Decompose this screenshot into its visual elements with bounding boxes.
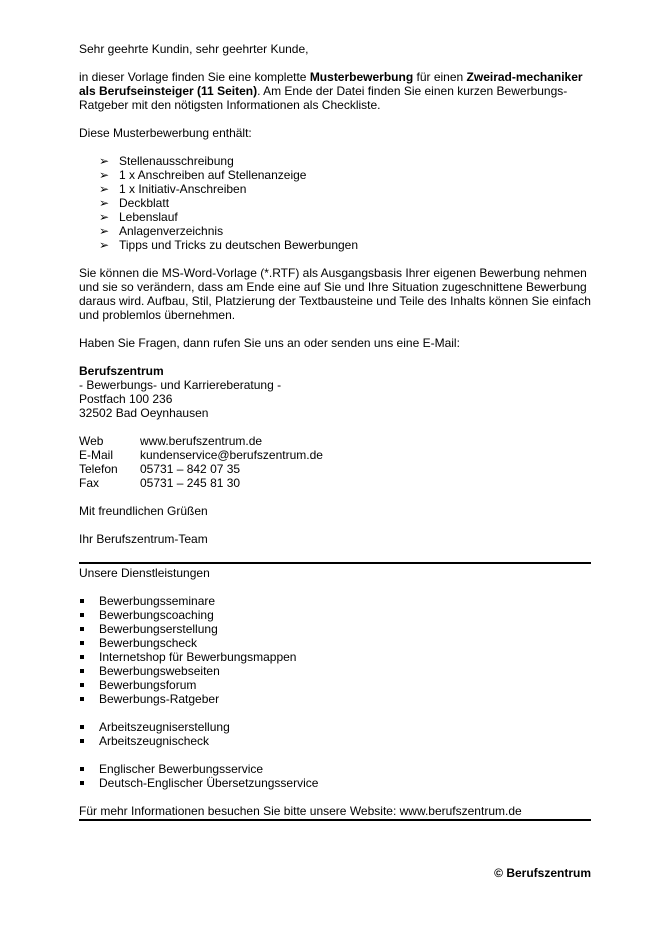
list-item bbox=[79, 678, 591, 692]
closing: Mit freundlichen Grüßen bbox=[79, 504, 208, 518]
contact-label: Telefon bbox=[79, 462, 118, 476]
arrow-bullet-icon: ➢ bbox=[99, 182, 110, 196]
list-item bbox=[79, 168, 591, 182]
contact-row-web bbox=[79, 434, 591, 448]
letter-body bbox=[79, 42, 591, 821]
list-item bbox=[79, 776, 591, 790]
list-item bbox=[79, 636, 591, 650]
contact-row-phone bbox=[79, 462, 591, 476]
arrow-bullet-icon: ➢ bbox=[99, 210, 110, 224]
intro-bold-1: Musterbewerbung bbox=[309, 70, 414, 84]
square-bullet-icon bbox=[80, 725, 84, 729]
list-item bbox=[79, 154, 591, 168]
square-bullet-icon bbox=[80, 739, 84, 743]
contact-label: E-Mail bbox=[79, 448, 114, 462]
arrow-bullet-icon: ➢ bbox=[99, 154, 110, 168]
services-list-main bbox=[79, 594, 591, 706]
services-list-certificates bbox=[79, 720, 591, 748]
company-city: 32502 Bad Oeynhausen bbox=[79, 406, 209, 420]
list-item bbox=[79, 196, 591, 210]
list-item bbox=[79, 664, 591, 678]
square-bullet-icon bbox=[80, 669, 84, 673]
list-item-label: Deutsch-Englischer Übersetzungsservice bbox=[99, 776, 319, 790]
list-item bbox=[79, 720, 591, 734]
list-item-label: Internetshop für Bewerbungsmappen bbox=[99, 650, 297, 664]
usage-paragraph: Sie können die MS-Word-Vorlage (*.RTF) als Ausgangsbasis Ihrer eigenen Bewerbung nehmen und sie so verändern, dass am Ende eine auf Sie und Ihre Situation zugeschnittene Bewerbung daraus wird. Aufbau, Stil, Platzierung der Textbausteine und Teile des Inhalts können Sie einfach und problemlos übernehmen. bbox=[79, 266, 591, 322]
signature: Ihr Berufszentrum-Team bbox=[79, 532, 208, 546]
contact-row-email bbox=[79, 448, 591, 462]
section-divider-top bbox=[79, 562, 591, 564]
company-tagline: - Bewerbungs- und Karriereberatung - bbox=[79, 378, 282, 392]
contents-list bbox=[79, 154, 591, 252]
list-item-label: Bewerbungsseminare bbox=[99, 594, 216, 608]
contents-heading: Diese Musterbewerbung enthält: bbox=[79, 126, 252, 140]
list-item bbox=[79, 182, 591, 196]
list-item bbox=[79, 734, 591, 748]
salutation: Sehr geehrte Kundin, sehr geehrter Kunde, bbox=[79, 42, 309, 56]
list-item-label: Bewerbungscheck bbox=[99, 636, 198, 650]
list-item-label: Tipps und Tricks zu deutschen Bewerbungen bbox=[119, 238, 359, 252]
website-link[interactable]: www.berufszentrum.de bbox=[140, 434, 263, 448]
intro-bold-2: Zweirad-mechaniker als Berufseinsteiger (11 Seiten) bbox=[79, 70, 583, 98]
list-item bbox=[79, 692, 591, 706]
list-item bbox=[79, 650, 591, 664]
fax-value: 05731 – 245 81 30 bbox=[140, 476, 241, 490]
phone-value: 05731 – 842 07 35 bbox=[140, 462, 241, 476]
square-bullet-icon bbox=[80, 627, 84, 631]
list-item-label: Arbeitszeugnischeck bbox=[99, 734, 210, 748]
arrow-bullet-icon: ➢ bbox=[99, 224, 110, 238]
list-item-label: Stellenausschreibung bbox=[119, 154, 234, 168]
arrow-bullet-icon: ➢ bbox=[99, 168, 110, 182]
list-item bbox=[79, 622, 591, 636]
square-bullet-icon bbox=[80, 655, 84, 659]
square-bullet-icon bbox=[80, 641, 84, 645]
intro-text-1: in dieser Vorlage finden Sie eine komplette bbox=[79, 70, 310, 84]
list-item-label: 1 x Anschreiben auf Stellenanzeige bbox=[119, 168, 307, 182]
list-item bbox=[79, 594, 591, 608]
list-item-label: Bewerbungsforum bbox=[99, 678, 197, 692]
arrow-bullet-icon: ➢ bbox=[99, 196, 110, 210]
questions-paragraph: Haben Sie Fragen, dann rufen Sie uns an oder senden uns eine E-Mail: bbox=[79, 336, 460, 350]
square-bullet-icon bbox=[80, 767, 84, 771]
list-item-label: Deckblatt bbox=[119, 196, 170, 210]
arrow-bullet-icon: ➢ bbox=[99, 238, 110, 252]
square-bullet-icon bbox=[80, 781, 84, 785]
contact-label: Web bbox=[79, 434, 104, 448]
email-link[interactable]: kundenservice@berufszentrum.de bbox=[140, 448, 323, 462]
contact-row-fax bbox=[79, 476, 591, 490]
list-item-label: 1 x Initiativ-Anschreiben bbox=[119, 182, 247, 196]
list-item bbox=[79, 238, 591, 252]
list-item bbox=[79, 608, 591, 622]
intro-text-2: für einen bbox=[413, 70, 467, 84]
intro-paragraph bbox=[79, 70, 591, 112]
list-item-label: Lebenslauf bbox=[119, 210, 178, 224]
list-item bbox=[79, 224, 591, 238]
square-bullet-icon bbox=[80, 599, 84, 603]
copyright-text: © Berufszentrum bbox=[494, 866, 591, 880]
company-postbox: Postfach 100 236 bbox=[79, 392, 173, 406]
list-item-label: Bewerbungswebseiten bbox=[99, 664, 220, 678]
company-address bbox=[79, 364, 591, 420]
services-list-english bbox=[79, 762, 591, 790]
list-item-label: Arbeitszeugniserstellung bbox=[99, 720, 230, 734]
contact-label: Fax bbox=[79, 476, 100, 490]
list-item-label: Englischer Bewerbungsservice bbox=[99, 762, 264, 776]
list-item-label: Anlagenverzeichnis bbox=[119, 224, 224, 238]
contact-table bbox=[79, 434, 591, 490]
list-item bbox=[79, 210, 591, 224]
company-name: Berufszentrum bbox=[79, 364, 164, 378]
services-footer-note: Für mehr Informationen besuchen Sie bitte unsere Website: www.berufszentrum.de bbox=[79, 804, 591, 821]
list-item-label: Bewerbungserstellung bbox=[99, 622, 218, 636]
square-bullet-icon bbox=[80, 683, 84, 687]
square-bullet-icon bbox=[80, 613, 84, 617]
list-item bbox=[79, 762, 591, 776]
intro-text-3: . Am Ende der Datei finden Sie einen kurzen Bewerbungs-Ratgeber mit den nötigsten Informationen als Checkliste. bbox=[79, 84, 568, 112]
list-item-label: Bewerbungscoaching bbox=[99, 608, 214, 622]
square-bullet-icon bbox=[80, 697, 84, 701]
list-item-label: Bewerbungs-Ratgeber bbox=[99, 692, 220, 706]
services-heading: Unsere Dienstleistungen bbox=[79, 566, 210, 580]
